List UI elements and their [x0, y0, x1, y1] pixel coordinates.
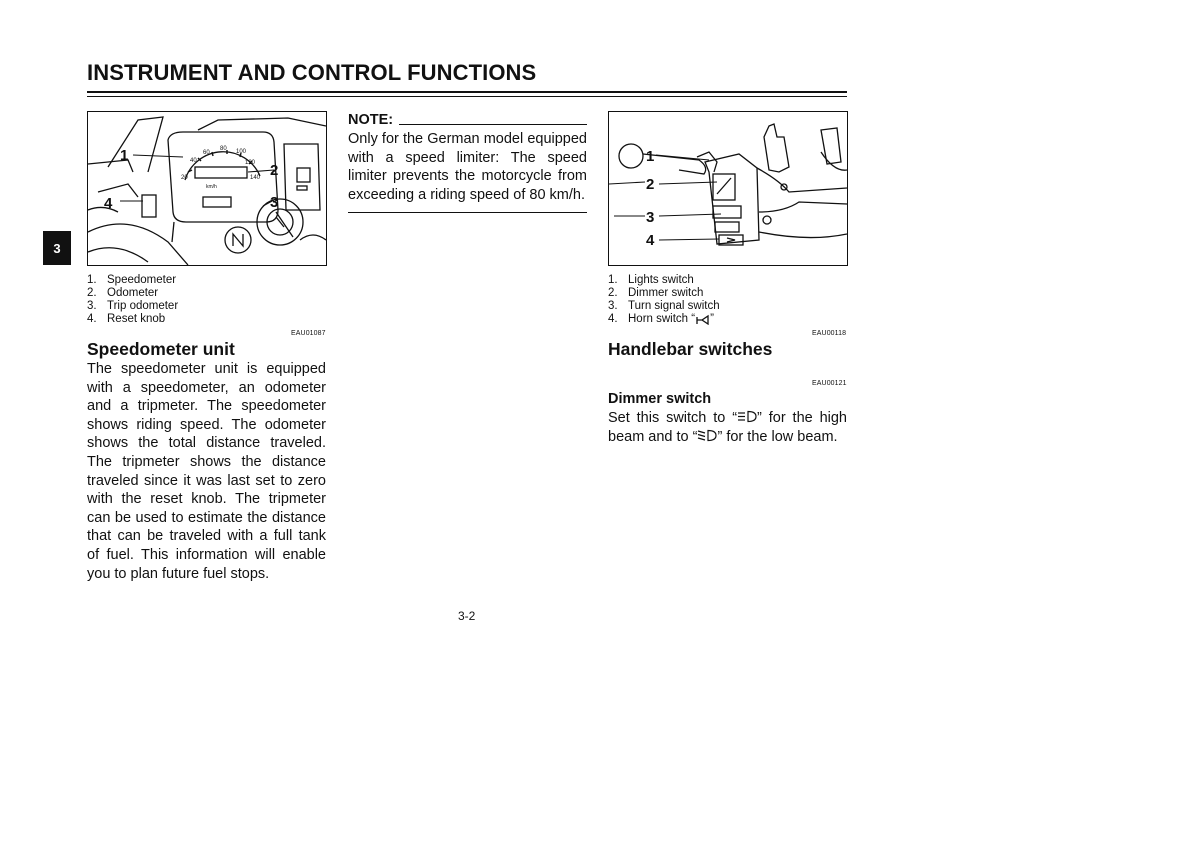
- fig1-callout-4: 4: [104, 195, 113, 212]
- caption-item: 3. Turn signal switch: [608, 300, 720, 312]
- note-heading: NOTE:: [348, 112, 394, 128]
- chapter-tab: 3: [43, 231, 71, 265]
- speedometer-illustration: [88, 112, 326, 265]
- caption-item: 2. Dimmer switch: [608, 287, 704, 299]
- fig2-callout-4: 4: [646, 232, 655, 249]
- svg-text:km/h: km/h: [206, 184, 217, 190]
- high-beam-icon: [737, 410, 757, 423]
- note-body: Only for the German model equipped with a speed limiter: The speed limiter prevents the motorcycle from exceeding a riding speed of 80 km/h.: [348, 131, 587, 203]
- handlebar-figure-captions: [608, 274, 720, 326]
- title-rule-thick: [87, 91, 847, 93]
- fig1-callout-2: 2: [270, 162, 279, 179]
- handlebar-illustration: [609, 112, 847, 265]
- fig1-callout-1: 1: [120, 147, 129, 164]
- speedometer-figure: [87, 111, 327, 266]
- svg-text:80: 80: [220, 146, 227, 152]
- section-heading-handlebar: Handlebar switches: [608, 339, 773, 359]
- dimmer-body-text: Set this switch to “ ” for the high beam and to “ ” for the low beam.: [608, 410, 847, 445]
- svg-text:20: 20: [181, 175, 188, 181]
- reference-code: EAU01087: [291, 330, 326, 337]
- title-rule-thin: [87, 96, 847, 97]
- note-header: [348, 112, 587, 128]
- low-beam-icon: [697, 429, 717, 442]
- note-rule-top: [399, 124, 587, 125]
- caption-item: 4. Reset knob: [87, 313, 166, 325]
- note-box: [348, 112, 587, 213]
- fig2-callout-1: 1: [646, 148, 655, 165]
- reference-code: EAU00121: [812, 380, 847, 387]
- speedometer-body-text: The speedometer unit is equipped with a speedometer, an odometer and a tripmeter. The speedometer shows riding speed. The odometer shows the total distance traveled. The tripmeter shows the distance traveled since it was last set to zero with the reset knob. The tripmeter can be used to estimate the distance that can be traveled with a full tank of fuel. This information will enable you to plan future fuel stops.: [87, 361, 326, 582]
- fig2-callout-3: 3: [646, 209, 655, 226]
- fig2-callout-2: 2: [646, 176, 655, 193]
- caption-item: 2. Odometer: [87, 287, 159, 299]
- svg-text:40: 40: [190, 158, 197, 164]
- page-title: INSTRUMENT AND CONTROL FUNCTIONS: [87, 60, 537, 85]
- svg-text:120: 120: [245, 160, 256, 166]
- caption-item: 3. Trip odometer: [87, 300, 179, 312]
- caption-item: 1. Lights switch: [608, 274, 694, 286]
- note-rule-bottom: [348, 212, 587, 213]
- svg-text:60: 60: [203, 150, 210, 156]
- section-heading-speedometer: Speedometer unit: [87, 339, 235, 359]
- caption-item: 4. Horn switch “ ”: [608, 313, 714, 325]
- fig1-callout-3: 3: [270, 194, 279, 211]
- svg-text:100: 100: [236, 149, 247, 155]
- svg-text:140: 140: [250, 175, 261, 181]
- horn-icon: [696, 314, 710, 325]
- caption-item: 1. Speedometer: [87, 274, 177, 286]
- handlebar-figure: [608, 111, 848, 266]
- page-number: 3-2: [458, 609, 476, 623]
- subheading-dimmer-switch: Dimmer switch: [608, 391, 712, 407]
- reference-code: EAU00118: [812, 330, 847, 337]
- speedometer-figure-captions: [87, 274, 178, 326]
